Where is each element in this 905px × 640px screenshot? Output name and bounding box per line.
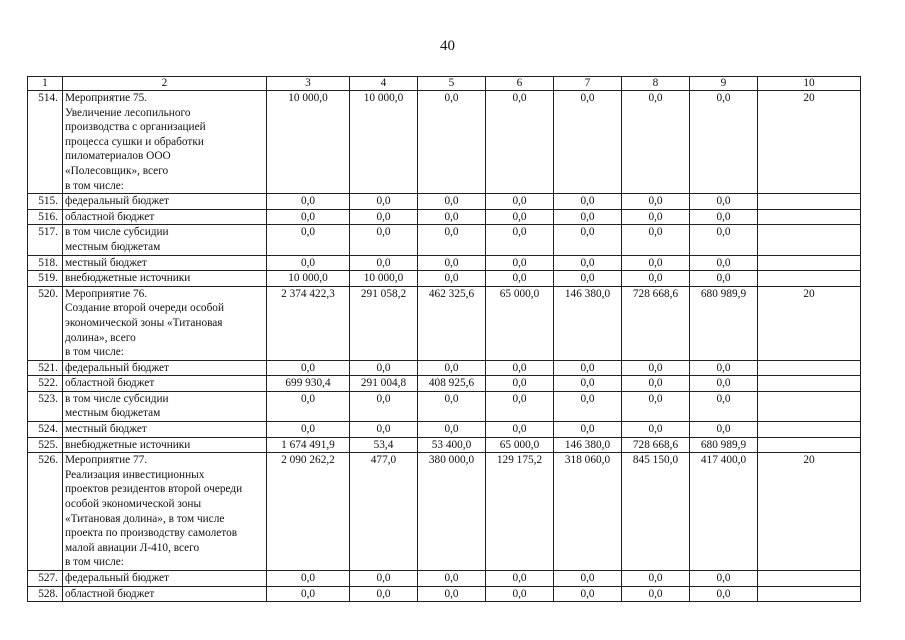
value-cell: 0,0 bbox=[418, 194, 486, 210]
row-number-cell: 528. bbox=[28, 586, 63, 602]
value-cell: 0,0 bbox=[350, 422, 418, 438]
value-cell: 0,0 bbox=[554, 194, 622, 210]
value-cell: 10 000,0 bbox=[350, 91, 418, 194]
value-cell: 0,0 bbox=[622, 422, 690, 438]
page-number: 40 bbox=[440, 38, 455, 54]
value-cell: 0,0 bbox=[267, 194, 350, 210]
value-cell: 680 989,9 bbox=[690, 437, 758, 453]
value-cell: 728 668,6 bbox=[622, 437, 690, 453]
value-cell: 0,0 bbox=[418, 571, 486, 587]
value-cell: 10 000,0 bbox=[267, 91, 350, 194]
value-cell: 0,0 bbox=[267, 391, 350, 421]
value-cell: 0,0 bbox=[418, 225, 486, 255]
row-number-cell: 516. bbox=[28, 209, 63, 225]
code-cell bbox=[758, 360, 861, 376]
value-cell: 0,0 bbox=[622, 571, 690, 587]
value-cell: 2 374 422,3 bbox=[267, 286, 350, 360]
value-cell: 146 380,0 bbox=[554, 286, 622, 360]
value-cell: 0,0 bbox=[267, 586, 350, 602]
value-cell: 0,0 bbox=[622, 225, 690, 255]
value-cell: 728 668,6 bbox=[622, 286, 690, 360]
column-header-8: 8 bbox=[622, 77, 690, 91]
item-name-cell: Мероприятие 75. Увеличение лесопильного производства с организацией процесса сушки и обработки пиломатериалов ООО «Полесовщик», всего в том числе: bbox=[63, 91, 267, 194]
item-name-cell: федеральный бюджет bbox=[63, 571, 267, 587]
value-cell: 10 000,0 bbox=[350, 271, 418, 287]
value-cell: 129 175,2 bbox=[486, 453, 554, 571]
code-cell: 20 bbox=[758, 453, 861, 571]
value-cell: 0,0 bbox=[350, 255, 418, 271]
item-name-cell: федеральный бюджет bbox=[63, 360, 267, 376]
row-number-cell: 524. bbox=[28, 422, 63, 438]
value-cell: 0,0 bbox=[690, 376, 758, 392]
row-number-cell: 517. bbox=[28, 225, 63, 255]
value-cell: 0,0 bbox=[418, 391, 486, 421]
value-cell: 0,0 bbox=[622, 391, 690, 421]
value-cell: 0,0 bbox=[486, 360, 554, 376]
value-cell: 0,0 bbox=[418, 422, 486, 438]
table-row bbox=[28, 271, 861, 287]
value-cell: 0,0 bbox=[486, 271, 554, 287]
value-cell: 0,0 bbox=[554, 255, 622, 271]
code-cell bbox=[758, 586, 861, 602]
column-header-5: 5 bbox=[418, 77, 486, 91]
value-cell: 0,0 bbox=[486, 391, 554, 421]
value-cell: 0,0 bbox=[622, 194, 690, 210]
value-cell: 0,0 bbox=[486, 376, 554, 392]
item-name-cell: федеральный бюджет bbox=[63, 194, 267, 210]
value-cell: 0,0 bbox=[486, 255, 554, 271]
value-cell: 0,0 bbox=[690, 571, 758, 587]
item-name-cell: областной бюджет bbox=[63, 376, 267, 392]
column-header-10: 10 bbox=[758, 77, 861, 91]
code-cell bbox=[758, 437, 861, 453]
value-cell: 699 930,4 bbox=[267, 376, 350, 392]
code-cell bbox=[758, 391, 861, 421]
value-cell: 417 400,0 bbox=[690, 453, 758, 571]
row-number-cell: 515. bbox=[28, 194, 63, 210]
budget-table bbox=[27, 76, 861, 602]
value-cell: 0,0 bbox=[554, 422, 622, 438]
value-cell: 0,0 bbox=[622, 586, 690, 602]
value-cell: 0,0 bbox=[486, 586, 554, 602]
value-cell: 0,0 bbox=[622, 255, 690, 271]
value-cell: 0,0 bbox=[267, 209, 350, 225]
value-cell: 0,0 bbox=[622, 91, 690, 194]
value-cell: 0,0 bbox=[486, 225, 554, 255]
value-cell: 0,0 bbox=[622, 376, 690, 392]
column-header-3: 3 bbox=[267, 77, 350, 91]
column-header-9: 9 bbox=[690, 77, 758, 91]
value-cell: 477,0 bbox=[350, 453, 418, 571]
value-cell: 408 925,6 bbox=[418, 376, 486, 392]
table-row bbox=[28, 586, 861, 602]
item-name-cell: в том числе субсидии местным бюджетам bbox=[63, 391, 267, 421]
item-name-cell: в том числе субсидии местным бюджетам bbox=[63, 225, 267, 255]
value-cell: 0,0 bbox=[418, 271, 486, 287]
value-cell: 0,0 bbox=[267, 571, 350, 587]
item-name-cell: областной бюджет bbox=[63, 209, 267, 225]
value-cell: 0,0 bbox=[418, 255, 486, 271]
value-cell: 0,0 bbox=[486, 194, 554, 210]
row-number-cell: 521. bbox=[28, 360, 63, 376]
value-cell: 0,0 bbox=[554, 391, 622, 421]
code-cell bbox=[758, 571, 861, 587]
value-cell: 0,0 bbox=[418, 91, 486, 194]
value-cell: 0,0 bbox=[350, 571, 418, 587]
item-name-cell: областной бюджет bbox=[63, 586, 267, 602]
code-cell bbox=[758, 194, 861, 210]
code-cell bbox=[758, 271, 861, 287]
value-cell: 0,0 bbox=[267, 225, 350, 255]
value-cell: 318 060,0 bbox=[554, 453, 622, 571]
value-cell: 65 000,0 bbox=[486, 437, 554, 453]
table-row bbox=[28, 225, 861, 255]
value-cell: 0,0 bbox=[690, 360, 758, 376]
table-row bbox=[28, 437, 861, 453]
table-row bbox=[28, 453, 861, 571]
value-cell: 0,0 bbox=[554, 209, 622, 225]
value-cell: 0,0 bbox=[690, 271, 758, 287]
value-cell: 0,0 bbox=[690, 391, 758, 421]
table-row bbox=[28, 255, 861, 271]
row-number-cell: 520. bbox=[28, 286, 63, 360]
code-cell: 20 bbox=[758, 286, 861, 360]
value-cell: 53 400,0 bbox=[418, 437, 486, 453]
item-name-cell: внебюджетные источники bbox=[63, 271, 267, 287]
value-cell: 0,0 bbox=[554, 271, 622, 287]
column-header-1: 1 bbox=[28, 77, 63, 91]
column-header-6: 6 bbox=[486, 77, 554, 91]
code-cell bbox=[758, 225, 861, 255]
value-cell: 0,0 bbox=[554, 376, 622, 392]
value-cell: 0,0 bbox=[418, 360, 486, 376]
item-name-cell: местный бюджет bbox=[63, 422, 267, 438]
value-cell: 462 325,6 bbox=[418, 286, 486, 360]
value-cell: 146 380,0 bbox=[554, 437, 622, 453]
table-row bbox=[28, 391, 861, 421]
value-cell: 0,0 bbox=[554, 571, 622, 587]
value-cell: 53,4 bbox=[350, 437, 418, 453]
value-cell: 0,0 bbox=[554, 586, 622, 602]
value-cell: 0,0 bbox=[554, 91, 622, 194]
table-row bbox=[28, 360, 861, 376]
value-cell: 0,0 bbox=[486, 91, 554, 194]
code-cell bbox=[758, 422, 861, 438]
value-cell: 0,0 bbox=[350, 586, 418, 602]
value-cell: 0,0 bbox=[690, 255, 758, 271]
value-cell: 0,0 bbox=[267, 360, 350, 376]
item-name-cell: местный бюджет bbox=[63, 255, 267, 271]
value-cell: 10 000,0 bbox=[267, 271, 350, 287]
row-number-cell: 519. bbox=[28, 271, 63, 287]
value-cell: 0,0 bbox=[267, 255, 350, 271]
value-cell: 0,0 bbox=[622, 209, 690, 225]
value-cell: 680 989,9 bbox=[690, 286, 758, 360]
value-cell: 0,0 bbox=[350, 209, 418, 225]
table-row bbox=[28, 91, 861, 194]
value-cell: 0,0 bbox=[622, 360, 690, 376]
code-cell: 20 bbox=[758, 91, 861, 194]
table-row bbox=[28, 286, 861, 360]
code-cell bbox=[758, 255, 861, 271]
value-cell: 0,0 bbox=[350, 225, 418, 255]
row-number-cell: 527. bbox=[28, 571, 63, 587]
value-cell: 0,0 bbox=[350, 391, 418, 421]
table-row bbox=[28, 571, 861, 587]
row-number-cell: 518. bbox=[28, 255, 63, 271]
value-cell: 0,0 bbox=[267, 422, 350, 438]
value-cell: 1 674 491,9 bbox=[267, 437, 350, 453]
row-number-cell: 525. bbox=[28, 437, 63, 453]
row-number-cell: 522. bbox=[28, 376, 63, 392]
row-number-cell: 523. bbox=[28, 391, 63, 421]
value-cell: 380 000,0 bbox=[418, 453, 486, 571]
value-cell: 0,0 bbox=[690, 586, 758, 602]
value-cell: 65 000,0 bbox=[486, 286, 554, 360]
row-number-cell: 514. bbox=[28, 91, 63, 194]
value-cell: 0,0 bbox=[690, 225, 758, 255]
table-row bbox=[28, 209, 861, 225]
value-cell: 291 004,8 bbox=[350, 376, 418, 392]
value-cell: 0,0 bbox=[486, 209, 554, 225]
column-header-7: 7 bbox=[554, 77, 622, 91]
value-cell: 0,0 bbox=[418, 209, 486, 225]
column-header-4: 4 bbox=[350, 77, 418, 91]
value-cell: 291 058,2 bbox=[350, 286, 418, 360]
table-header-row bbox=[28, 77, 861, 91]
value-cell: 0,0 bbox=[486, 422, 554, 438]
value-cell: 0,0 bbox=[690, 209, 758, 225]
item-name-cell: Мероприятие 77. Реализация инвестиционных проектов резидентов второй очереди особой экономической зоны «Титановая долина», в том числе проекта по производству самолетов малой авиации Л-410, всего в том числе: bbox=[63, 453, 267, 571]
budget-table-body bbox=[28, 77, 861, 602]
code-cell bbox=[758, 209, 861, 225]
item-name-cell: внебюджетные источники bbox=[63, 437, 267, 453]
value-cell: 0,0 bbox=[350, 194, 418, 210]
value-cell: 0,0 bbox=[622, 271, 690, 287]
table-row bbox=[28, 376, 861, 392]
value-cell: 0,0 bbox=[690, 422, 758, 438]
table-row bbox=[28, 422, 861, 438]
column-header-2: 2 bbox=[63, 77, 267, 91]
value-cell: 0,0 bbox=[554, 360, 622, 376]
value-cell: 0,0 bbox=[690, 194, 758, 210]
table-row bbox=[28, 194, 861, 210]
value-cell: 0,0 bbox=[690, 91, 758, 194]
item-name-cell: Мероприятие 76. Создание второй очереди особой экономической зоны «Титановая долина», всего в том числе: bbox=[63, 286, 267, 360]
row-number-cell: 526. bbox=[28, 453, 63, 571]
value-cell: 0,0 bbox=[350, 360, 418, 376]
code-cell bbox=[758, 376, 861, 392]
value-cell: 2 090 262,2 bbox=[267, 453, 350, 571]
value-cell: 0,0 bbox=[554, 225, 622, 255]
value-cell: 0,0 bbox=[418, 586, 486, 602]
value-cell: 845 150,0 bbox=[622, 453, 690, 571]
value-cell: 0,0 bbox=[486, 571, 554, 587]
